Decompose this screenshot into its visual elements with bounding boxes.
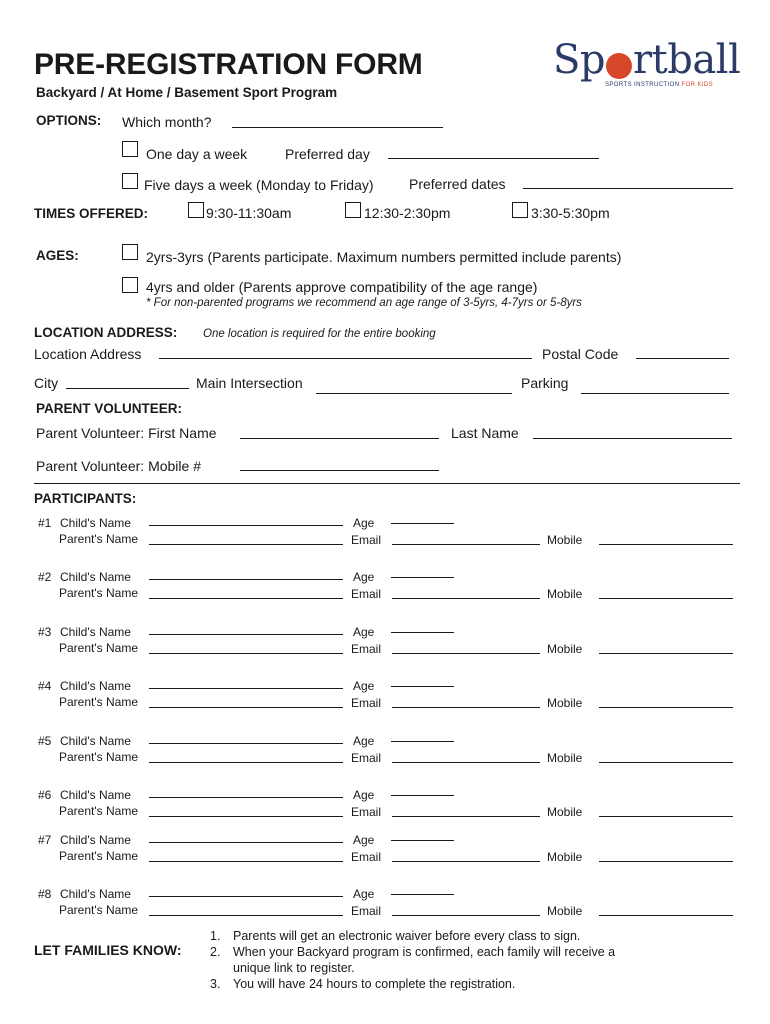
- email-label: Email: [351, 751, 382, 765]
- volunteer-mobile-label: Parent Volunteer: Mobile #: [36, 458, 201, 474]
- participant-number: #5: [38, 734, 52, 748]
- logo-tagline: [605, 82, 713, 88]
- parent-name-label: Parent's Name: [59, 586, 138, 600]
- families-item-3: You will have 24 hours to complete the registration.: [233, 977, 516, 991]
- mobile-label: Mobile: [547, 904, 583, 918]
- preferred-day-field[interactable]: [388, 158, 599, 159]
- parking-field[interactable]: [581, 393, 729, 394]
- time-slot-3-checkbox[interactable]: [512, 202, 528, 218]
- location-note: One location is required for the entire booking: [203, 328, 436, 340]
- child-name-field[interactable]: [149, 688, 343, 689]
- age-label: Age: [353, 734, 375, 748]
- age-field[interactable]: [391, 894, 454, 895]
- five-days-label: Five days a week (Monday to Friday): [144, 177, 374, 193]
- mobile-label: Mobile: [547, 642, 583, 656]
- preferred-day-label: Preferred day: [285, 146, 370, 162]
- age-field[interactable]: [391, 577, 454, 578]
- five-days-checkbox[interactable]: [122, 173, 138, 189]
- child-name-label: Child's Name: [60, 625, 131, 639]
- mobile-field[interactable]: [599, 915, 733, 916]
- postal-code-label: Postal Code: [542, 346, 619, 362]
- child-name-field[interactable]: [149, 579, 343, 580]
- location-address-field[interactable]: [159, 358, 532, 359]
- mobile-field[interactable]: [599, 861, 733, 862]
- email-field[interactable]: [392, 653, 540, 654]
- email-field[interactable]: [392, 915, 540, 916]
- parent-name-label: Parent's Name: [59, 750, 138, 764]
- email-label: Email: [351, 642, 382, 656]
- mobile-field[interactable]: [599, 544, 733, 545]
- parent-name-field[interactable]: [149, 915, 343, 916]
- age-label: Age: [353, 887, 375, 901]
- one-day-label: One day a week: [146, 146, 248, 162]
- time-slot-1-label: 9:30-11:30am: [206, 205, 292, 221]
- volunteer-first-field[interactable]: [240, 438, 439, 439]
- parent-name-label: Parent's Name: [59, 532, 138, 546]
- mobile-field[interactable]: [599, 653, 733, 654]
- participant-number: #7: [38, 833, 52, 847]
- age-label: Age: [353, 516, 375, 530]
- age-field[interactable]: [391, 741, 454, 742]
- child-name-label: Child's Name: [60, 516, 131, 530]
- email-label: Email: [351, 533, 382, 547]
- families-item-2: When your Backyard program is confirmed, each family will receive a: [233, 945, 616, 959]
- logo-text-start: Sp: [553, 37, 606, 83]
- families-label: LET FAMILIES KNOW:: [34, 942, 182, 958]
- email-field[interactable]: [392, 762, 540, 763]
- participant-number: #4: [38, 679, 52, 693]
- time-slot-1-checkbox[interactable]: [188, 202, 204, 218]
- participant-number: #3: [38, 625, 52, 639]
- child-name-label: Child's Name: [60, 887, 131, 901]
- child-name-label: Child's Name: [60, 570, 131, 584]
- mobile-field[interactable]: [599, 816, 733, 817]
- email-field[interactable]: [392, 816, 540, 817]
- mobile-field[interactable]: [599, 762, 733, 763]
- sportball-logo: [553, 37, 741, 88]
- participants-label: PARTICIPANTS:: [34, 491, 137, 506]
- main-intersection-label: Main Intersection: [196, 375, 303, 391]
- parent-name-label: Parent's Name: [59, 903, 138, 917]
- child-name-label: Child's Name: [60, 788, 131, 802]
- email-field[interactable]: [392, 861, 540, 862]
- age-label: Age: [353, 833, 375, 847]
- mobile-label: Mobile: [547, 751, 583, 765]
- age-label: Age: [353, 625, 375, 639]
- parent-name-label: Parent's Name: [59, 849, 138, 863]
- volunteer-last-label: Last Name: [451, 425, 519, 441]
- age-label: Age: [353, 679, 375, 693]
- ages-label: AGES:: [36, 248, 79, 263]
- age-label: Age: [353, 570, 375, 584]
- parent-name-field[interactable]: [149, 653, 343, 654]
- child-name-label: Child's Name: [60, 679, 131, 693]
- email-field[interactable]: [392, 707, 540, 708]
- participant-number: #6: [38, 788, 52, 802]
- email-field[interactable]: [392, 598, 540, 599]
- age-label: Age: [353, 788, 375, 802]
- age-opt2-checkbox[interactable]: [122, 277, 138, 293]
- email-label: Email: [351, 904, 382, 918]
- age-opt1-checkbox[interactable]: [122, 244, 138, 260]
- time-slot-3-label: 3:30-5:30pm: [531, 205, 610, 221]
- age-field[interactable]: [391, 632, 454, 633]
- logo-text-end: rtball: [633, 37, 741, 83]
- mobile-field[interactable]: [599, 707, 733, 708]
- age-field[interactable]: [391, 840, 454, 841]
- age-opt1-label: 2yrs-3yrs (Parents participate. Maximum numbers permitted include parents): [146, 249, 622, 265]
- email-label: Email: [351, 696, 382, 710]
- preferred-dates-field[interactable]: [523, 188, 733, 189]
- location-address-label: Location Address: [34, 346, 142, 362]
- age-field[interactable]: [391, 523, 454, 524]
- child-name-label: Child's Name: [60, 833, 131, 847]
- email-label: Email: [351, 850, 382, 864]
- email-field[interactable]: [392, 544, 540, 545]
- one-day-checkbox[interactable]: [122, 141, 138, 157]
- email-label: Email: [351, 805, 382, 819]
- families-item-1: Parents will get an electronic waiver before every class to sign.: [233, 929, 581, 943]
- parent-name-field[interactable]: [149, 707, 343, 708]
- parent-name-label: Parent's Name: [59, 804, 138, 818]
- parking-label: Parking: [521, 375, 569, 391]
- families-num-2: 2.: [210, 945, 221, 959]
- mobile-field[interactable]: [599, 598, 733, 599]
- main-intersection-field[interactable]: [316, 393, 512, 394]
- parent-name-field[interactable]: [149, 861, 343, 862]
- mobile-label: Mobile: [547, 696, 583, 710]
- mobile-label: Mobile: [547, 805, 583, 819]
- page-subtitle: Backyard / At Home / Basement Sport Program: [36, 85, 338, 100]
- volunteer-label: PARENT VOLUNTEER:: [36, 401, 183, 416]
- child-name-label: Child's Name: [60, 734, 131, 748]
- options-label: OPTIONS:: [36, 113, 102, 128]
- mobile-label: Mobile: [547, 587, 583, 601]
- volunteer-last-field[interactable]: [533, 438, 732, 439]
- postal-code-field[interactable]: [636, 358, 729, 359]
- age-note: * For non-parented programs we recommend an age range of 3-5yrs, 4-7yrs or 5-8yrs: [146, 297, 582, 309]
- participant-number: #8: [38, 887, 52, 901]
- families-item-2-cont: unique link to register.: [233, 961, 355, 975]
- parent-name-field[interactable]: [149, 762, 343, 763]
- parent-name-label: Parent's Name: [59, 641, 138, 655]
- ball-icon: [606, 53, 632, 79]
- participant-number: #2: [38, 570, 52, 584]
- time-slot-2-label: 12:30-2:30pm: [364, 205, 451, 221]
- logo-tagline-main: SPORTS INSTRUCTION: [605, 82, 680, 88]
- city-field[interactable]: [66, 388, 189, 389]
- mobile-label: Mobile: [547, 850, 583, 864]
- logo-tagline-accent: FOR KIDS: [681, 82, 714, 88]
- volunteer-mobile-field[interactable]: [240, 470, 439, 471]
- which-month-field[interactable]: [232, 127, 443, 128]
- child-name-field[interactable]: [149, 634, 343, 635]
- location-label: LOCATION ADDRESS:: [34, 325, 178, 340]
- volunteer-first-label: Parent Volunteer: First Name: [36, 425, 217, 441]
- time-slot-2-checkbox[interactable]: [345, 202, 361, 218]
- age-opt2-label: 4yrs and older (Parents approve compatibility of the age range): [146, 279, 538, 295]
- child-name-field[interactable]: [149, 743, 343, 744]
- age-field[interactable]: [391, 795, 454, 796]
- participant-number: #1: [38, 516, 52, 530]
- parent-name-field[interactable]: [149, 816, 343, 817]
- section-divider: [34, 483, 740, 484]
- child-name-field[interactable]: [149, 797, 343, 798]
- child-name-field[interactable]: [149, 525, 343, 526]
- families-num-1: 1.: [210, 929, 221, 943]
- which-month-label: Which month?: [122, 114, 212, 130]
- times-label: TIMES OFFERED:: [34, 206, 148, 221]
- preferred-dates-label: Preferred dates: [409, 176, 506, 192]
- page-title: PRE-REGISTRATION FORM: [34, 48, 423, 81]
- email-label: Email: [351, 587, 382, 601]
- parent-name-field[interactable]: [149, 598, 343, 599]
- city-label: City: [34, 375, 59, 391]
- mobile-label: Mobile: [547, 533, 583, 547]
- age-field[interactable]: [391, 686, 454, 687]
- parent-name-field[interactable]: [149, 544, 343, 545]
- child-name-field[interactable]: [149, 842, 343, 843]
- child-name-field[interactable]: [149, 896, 343, 897]
- families-num-3: 3.: [210, 977, 221, 991]
- parent-name-label: Parent's Name: [59, 695, 138, 709]
